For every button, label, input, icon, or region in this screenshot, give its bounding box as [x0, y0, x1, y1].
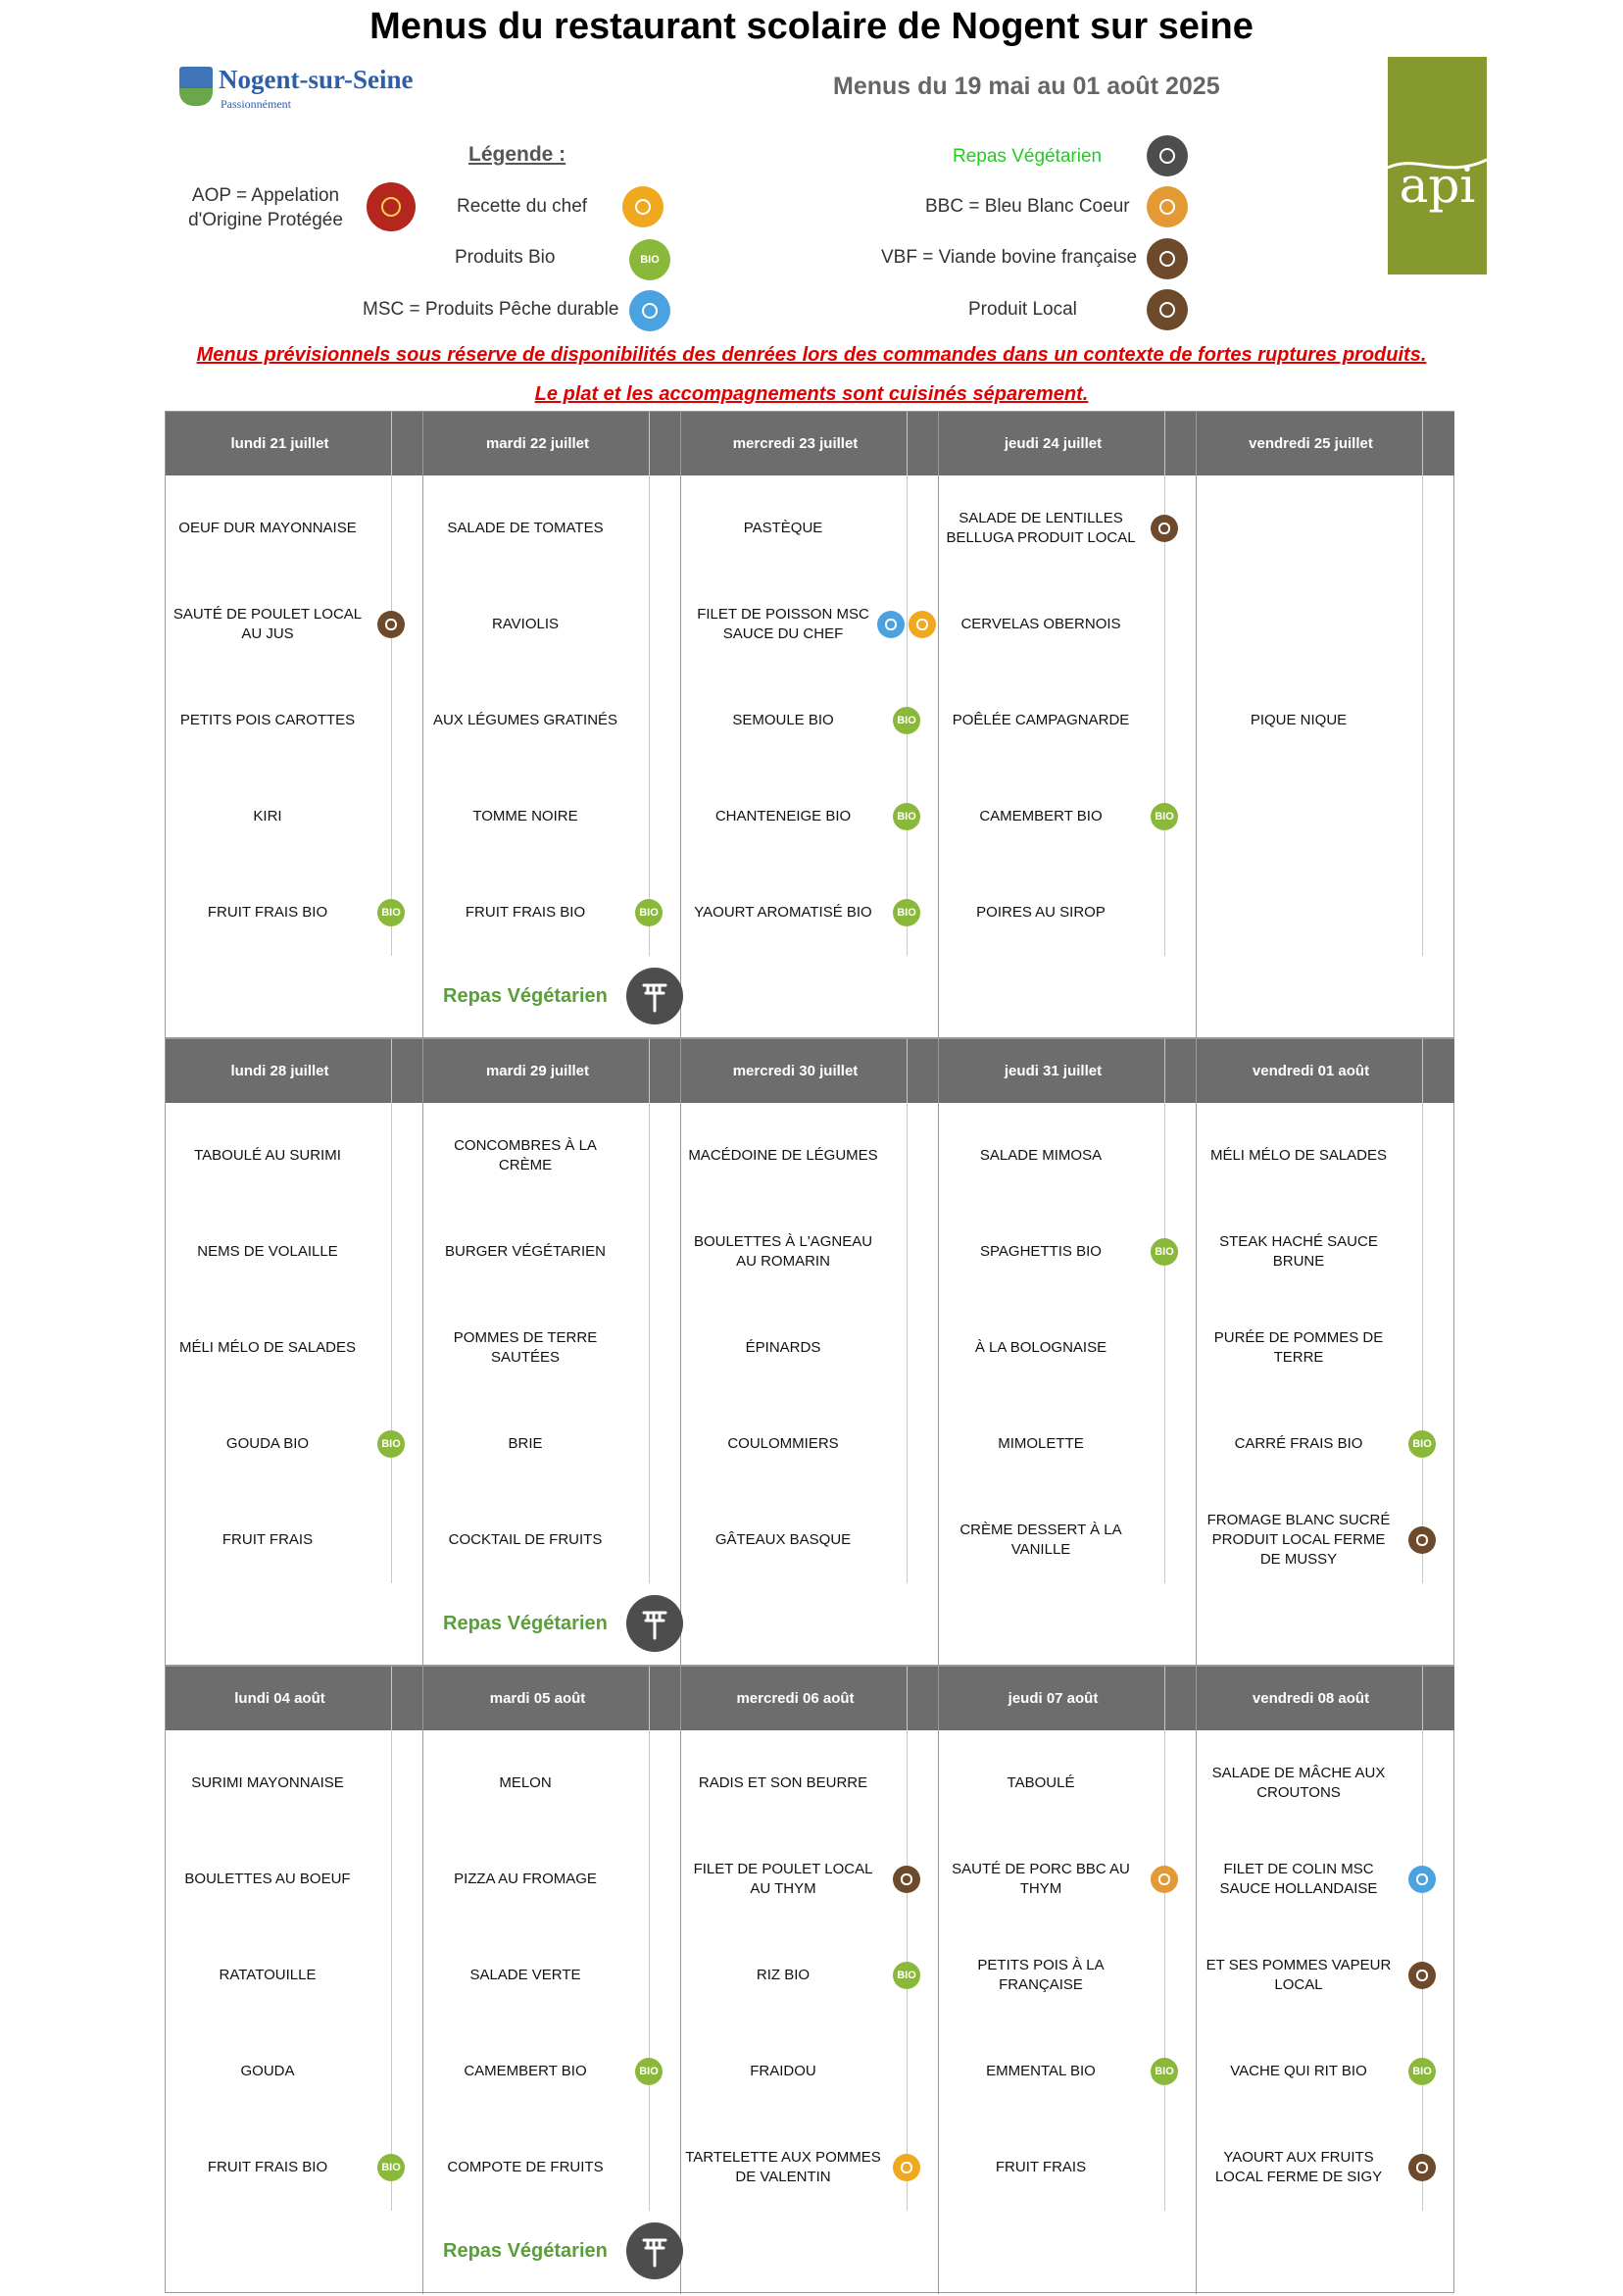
menu-item: PIZZA AU FROMAGE	[454, 1871, 597, 1887]
icon-column-divider	[1164, 1039, 1165, 1583]
vegetarian-fork-icon	[1147, 135, 1188, 176]
vegetarian-meal-label: Repas Végétarien	[443, 2240, 608, 2262]
menu-item: FRUIT FRAIS	[221, 1531, 314, 1548]
day-label: mercredi 06 août	[736, 1690, 855, 1707]
legend-veg: Repas Végétarien	[953, 146, 1103, 167]
column-divider	[422, 1667, 423, 2294]
menu-item: MIMOLETTE	[998, 1435, 1084, 1452]
column-divider	[422, 412, 423, 1039]
menu-item: BRIE	[508, 1435, 543, 1452]
week-table	[165, 1666, 1454, 2293]
day-label: mercredi 23 juillet	[732, 435, 859, 452]
menu-item: SPAGHETTIS BIO	[980, 1243, 1102, 1260]
menu-item: CAMEMBERT BIO	[464, 2063, 587, 2079]
menu-item: NEMS DE VOLAILLE	[197, 1243, 338, 1260]
day-header	[1197, 412, 1454, 475]
menu-item: POIRES AU SIROP	[976, 904, 1106, 921]
column-divider	[680, 412, 681, 1039]
menu-item: ET SES POMMES VAPEUR LOCAL	[1205, 1957, 1392, 1993]
legend-msc: MSC = Produits Pêche durable	[363, 299, 619, 320]
icon-column-divider	[1422, 1039, 1423, 1583]
bio-badge-text: BIO	[639, 2066, 659, 2077]
day-label: vendredi 01 août	[1252, 1063, 1370, 1079]
day-header	[166, 1667, 423, 1730]
day-header	[681, 1039, 939, 1103]
day-header	[423, 412, 681, 475]
legend-chef: Recette du chef	[457, 196, 588, 217]
vegetarian-fork-icon	[626, 1595, 683, 1652]
menu-item: EMMENTAL BIO	[986, 2063, 1096, 2079]
day-header	[166, 412, 423, 475]
menu-item: BURGER VÉGÉTARIEN	[445, 1243, 606, 1260]
bio-icon	[1151, 2058, 1178, 2085]
menu-item: CRÈME DESSERT À LA VANILLE	[959, 1522, 1122, 1558]
legend-aop: AOP = Appelation d'Origine Protégée	[188, 185, 343, 230]
icon-column-divider	[391, 1667, 392, 2211]
menu-item: FILET DE COLIN MSC SAUCE HOLLANDAISE	[1219, 1861, 1378, 1897]
nogent-logo	[179, 65, 422, 114]
menu-item: COCKTAIL DE FRUITS	[448, 1531, 603, 1548]
bio-badge-text: BIO	[897, 1970, 916, 1981]
menu-item: SURIMI MAYONNAISE	[191, 1774, 344, 1791]
day-header	[681, 1667, 939, 1730]
vegetarian-fork-icon	[626, 968, 683, 1024]
bio-icon	[1408, 2058, 1436, 2085]
day-header	[423, 1039, 681, 1103]
chef-hat-icon	[622, 186, 664, 227]
icon-column-divider	[1164, 412, 1165, 956]
msc-fish-icon	[1408, 1866, 1436, 1893]
menu-item: MELON	[499, 1774, 552, 1791]
local-product-icon	[377, 611, 405, 638]
menu-item: AUX LÉGUMES GRATINÉS	[432, 712, 618, 728]
bio-icon	[893, 803, 920, 830]
chef-hat-icon	[893, 2154, 920, 2181]
bio-badge-text: BIO	[381, 907, 401, 919]
column-divider	[680, 1667, 681, 2294]
bio-badge-text: BIO	[381, 1438, 401, 1450]
legend-bbc: BBC = Bleu Blanc Coeur	[925, 196, 1130, 217]
bio-badge-text: BIO	[897, 715, 916, 726]
icon-column-divider	[391, 412, 392, 956]
menu-item: CERVELAS OBERNOIS	[960, 616, 1121, 632]
bio-icon	[1408, 1430, 1436, 1458]
local-product-icon	[1408, 1962, 1436, 1989]
menu-item: CONCOMBRES À LA CRÈME	[454, 1137, 597, 1173]
vbf-icon	[1147, 238, 1188, 279]
bio-badge-text: BIO	[640, 254, 660, 266]
api-logo-text: api	[1399, 157, 1476, 214]
day-label: jeudi 31 juillet	[1004, 1063, 1103, 1079]
bio-badge-text: BIO	[897, 907, 916, 919]
menu-item	[1201, 576, 1397, 673]
menu-item: POÊLÉE CAMPAGNARDE	[952, 712, 1130, 728]
menu-item: KIRI	[253, 808, 282, 824]
day-header	[939, 1667, 1197, 1730]
local-product-icon	[893, 1866, 920, 1893]
coat-of-arms-icon	[179, 67, 213, 106]
week-table	[165, 411, 1454, 1038]
bio-icon	[893, 707, 920, 734]
day-label: mercredi 30 juillet	[732, 1063, 859, 1079]
menu-item: POMMES DE TERRE SAUTÉES	[453, 1329, 598, 1366]
api-logo	[1388, 57, 1487, 275]
day-label: vendredi 25 juillet	[1249, 435, 1373, 452]
day-header	[681, 412, 939, 475]
menu-item: GÂTEAUX BASQUE	[714, 1531, 852, 1548]
bio-icon	[377, 1430, 405, 1458]
bbc-icon	[1147, 186, 1188, 227]
column-divider	[938, 1039, 939, 1667]
menu-item: MÉLI MÉLO DE SALADES	[178, 1339, 357, 1356]
menu-item: GOUDA BIO	[225, 1435, 310, 1452]
menu-item: PETITS POIS CAROTTES	[179, 712, 356, 728]
local-product-icon	[1147, 289, 1188, 330]
menu-item: BOULETTES AU BOEUF	[184, 1871, 351, 1887]
menu-item: CARRÉ FRAIS BIO	[1234, 1435, 1363, 1452]
day-header	[423, 1667, 681, 1730]
menu-item: SAUTÉ DE POULET LOCAL AU JUS	[172, 606, 363, 642]
bio-badge-text: BIO	[1155, 2066, 1174, 2077]
chef-hat-icon	[909, 611, 936, 638]
menu-item: FILET DE POULET LOCAL AU THYM	[693, 1861, 873, 1897]
week-table	[165, 1038, 1454, 1666]
menu-item: SAUTÉ DE PORC BBC AU THYM	[952, 1861, 1130, 1897]
menu-item: YAOURT AROMATISÉ BIO	[694, 904, 872, 921]
bio-icon	[377, 2154, 405, 2181]
column-divider	[938, 412, 939, 1039]
menu-item: PASTÈQUE	[743, 520, 823, 536]
icon-column-divider	[907, 1039, 908, 1583]
day-header	[166, 1039, 423, 1103]
menu-item: FROMAGE BLANC SUCRÉ PRODUIT LOCAL FERME DE MUSSY	[1206, 1512, 1391, 1568]
local-product-icon	[1408, 1526, 1436, 1554]
bio-badge-text: BIO	[381, 2162, 401, 2173]
icon-column-divider	[649, 412, 650, 956]
msc-fish-icon	[877, 611, 905, 638]
day-header	[939, 412, 1197, 475]
bio-icon	[893, 1962, 920, 1989]
date-range: Menus du 19 mai au 01 août 2025	[833, 73, 1220, 100]
menu-item: FRUIT FRAIS BIO	[207, 904, 328, 921]
icon-column-divider	[1422, 412, 1423, 956]
menu-item	[1201, 769, 1397, 865]
day-label: lundi 04 août	[234, 1690, 325, 1707]
notice-availability: Menus prévisionnels sous réserve de disponibilités des denrées lors des commandes dans un contexte de fortes ruptures produits.	[196, 344, 1427, 366]
legend-local: Produit Local	[968, 299, 1077, 320]
msc-fish-icon	[629, 290, 670, 331]
menu-item: TARTELETTE AUX POMMES DE VALENTIN	[685, 2149, 881, 2185]
vegetarian-fork-icon	[626, 2222, 683, 2279]
local-product-icon	[1408, 2154, 1436, 2181]
menu-item: RAVIOLIS	[491, 616, 560, 632]
menu-item: CHANTENEIGE BIO	[714, 808, 852, 824]
menu-item: CAMEMBERT BIO	[979, 808, 1103, 824]
menu-item: VACHE QUI RIT BIO	[1230, 2063, 1367, 2079]
menu-item: FRUIT FRAIS BIO	[207, 2159, 328, 2175]
column-divider	[422, 1039, 423, 1667]
page-title: Menus du restaurant scolaire de Nogent sur seine	[369, 6, 1254, 47]
menu-item: COULOMMIERS	[727, 1435, 839, 1452]
menu-item: SALADE DE MÂCHE AUX CROUTONS	[1211, 1765, 1386, 1801]
bio-icon	[1151, 1238, 1178, 1266]
menu-item: FRUIT FRAIS BIO	[465, 904, 586, 921]
bio-badge-text: BIO	[1412, 2066, 1432, 2077]
menu-item	[1201, 480, 1397, 576]
logo-tagline: Passionnément	[221, 97, 291, 111]
icon-column-divider	[1164, 1667, 1165, 2211]
logo-name: Nogent-sur-Seine	[219, 65, 414, 94]
day-label: vendredi 08 août	[1252, 1690, 1370, 1707]
menu-item: SALADE MIMOSA	[979, 1147, 1103, 1164]
legend-title: Légende :	[468, 143, 566, 166]
menu-item: STEAK HACHÉ SAUCE BRUNE	[1219, 1233, 1378, 1270]
menu-item: SEMOULE BIO	[732, 712, 834, 728]
vegetarian-meal-label: Repas Végétarien	[443, 985, 608, 1007]
bio-icon	[377, 899, 405, 926]
icon-column-divider	[907, 412, 908, 956]
vegetarian-meal-label: Repas Végétarien	[443, 1613, 608, 1634]
day-header	[939, 1039, 1197, 1103]
bio-icon	[635, 899, 663, 926]
day-label: lundi 21 juillet	[230, 435, 329, 452]
bio-badge-text: BIO	[1412, 1438, 1432, 1450]
menu-item: BOULETTES À L'AGNEAU AU ROMARIN	[693, 1233, 873, 1270]
legend-vbf: VBF = Viande bovine française	[881, 247, 1138, 268]
menu-item: OEUF DUR MAYONNAISE	[178, 520, 357, 536]
column-divider	[1196, 1667, 1197, 2294]
menu-item	[1201, 865, 1397, 961]
menu-item: ÉPINARDS	[745, 1339, 821, 1356]
menu-item: GOUDA	[240, 2063, 295, 2079]
day-label: mardi 05 août	[489, 1690, 586, 1707]
legend-bio: Produits Bio	[455, 247, 556, 268]
local-product-icon	[1151, 515, 1178, 542]
bbc-icon	[1151, 1866, 1178, 1893]
menu-item: MACÉDOINE DE LÉGUMES	[688, 1147, 878, 1164]
menu-item: COMPOTE DE FRUITS	[447, 2159, 604, 2175]
menu-item: SALADE VERTE	[469, 1967, 581, 1983]
icon-column-divider	[649, 1667, 650, 2211]
day-label: mardi 29 juillet	[485, 1063, 590, 1079]
menu-item: PETITS POIS À LA FRANÇAISE	[977, 1957, 1105, 1993]
bio-badge-text: BIO	[639, 907, 659, 919]
menu-item: SALADE DE LENTILLES BELLUGA PRODUIT LOCAL	[946, 510, 1136, 546]
menu-item: RIZ BIO	[756, 1967, 811, 1983]
bio-icon	[629, 239, 670, 280]
column-divider	[680, 1039, 681, 1667]
day-label: mardi 22 juillet	[485, 435, 590, 452]
day-label: jeudi 24 juillet	[1004, 435, 1103, 452]
menu-item: TOMME NOIRE	[472, 808, 578, 824]
menu-item: FRAIDOU	[750, 2063, 816, 2079]
icon-column-divider	[391, 1039, 392, 1583]
icon-column-divider	[1422, 1667, 1423, 2211]
bio-icon	[893, 899, 920, 926]
column-divider	[938, 1667, 939, 2294]
day-label: lundi 28 juillet	[230, 1063, 329, 1079]
menu-item: TABOULÉ	[1007, 1774, 1075, 1791]
bio-badge-text: BIO	[1155, 1246, 1174, 1258]
menu-item: TABOULÉ AU SURIMI	[194, 1147, 341, 1164]
menu-item: À LA BOLOGNAISE	[974, 1339, 1107, 1356]
aop-icon	[367, 182, 416, 231]
day-label: jeudi 07 août	[1008, 1690, 1099, 1707]
menu-item: FILET DE POISSON MSC SAUCE DU CHEF	[697, 606, 869, 642]
bio-badge-text: BIO	[897, 811, 916, 823]
menu-item: PURÉE DE POMMES DE TERRE	[1213, 1329, 1384, 1366]
icon-column-divider	[649, 1039, 650, 1583]
menu-item: SALADE DE TOMATES	[447, 520, 604, 536]
day-header	[1197, 1667, 1454, 1730]
day-header	[1197, 1039, 1454, 1103]
column-divider	[1196, 412, 1197, 1039]
menu-item: RATATOUILLE	[219, 1967, 317, 1983]
menu-item: PIQUE NIQUE	[1250, 712, 1348, 728]
bio-badge-text: BIO	[1155, 811, 1174, 823]
column-divider	[1196, 1039, 1197, 1667]
bio-icon	[1151, 803, 1178, 830]
notice-cooking: Le plat et les accompagnements sont cuisinés séparement.	[534, 383, 1089, 405]
menu-item: RADIS ET SON BEURRE	[698, 1774, 868, 1791]
menu-item: FRUIT FRAIS	[995, 2159, 1087, 2175]
menu-item: MÉLI MÉLO DE SALADES	[1209, 1147, 1388, 1164]
icon-column-divider	[907, 1667, 908, 2211]
bio-icon	[635, 2058, 663, 2085]
menu-item: YAOURT AUX FRUITS LOCAL FERME DE SIGY	[1214, 2149, 1383, 2185]
